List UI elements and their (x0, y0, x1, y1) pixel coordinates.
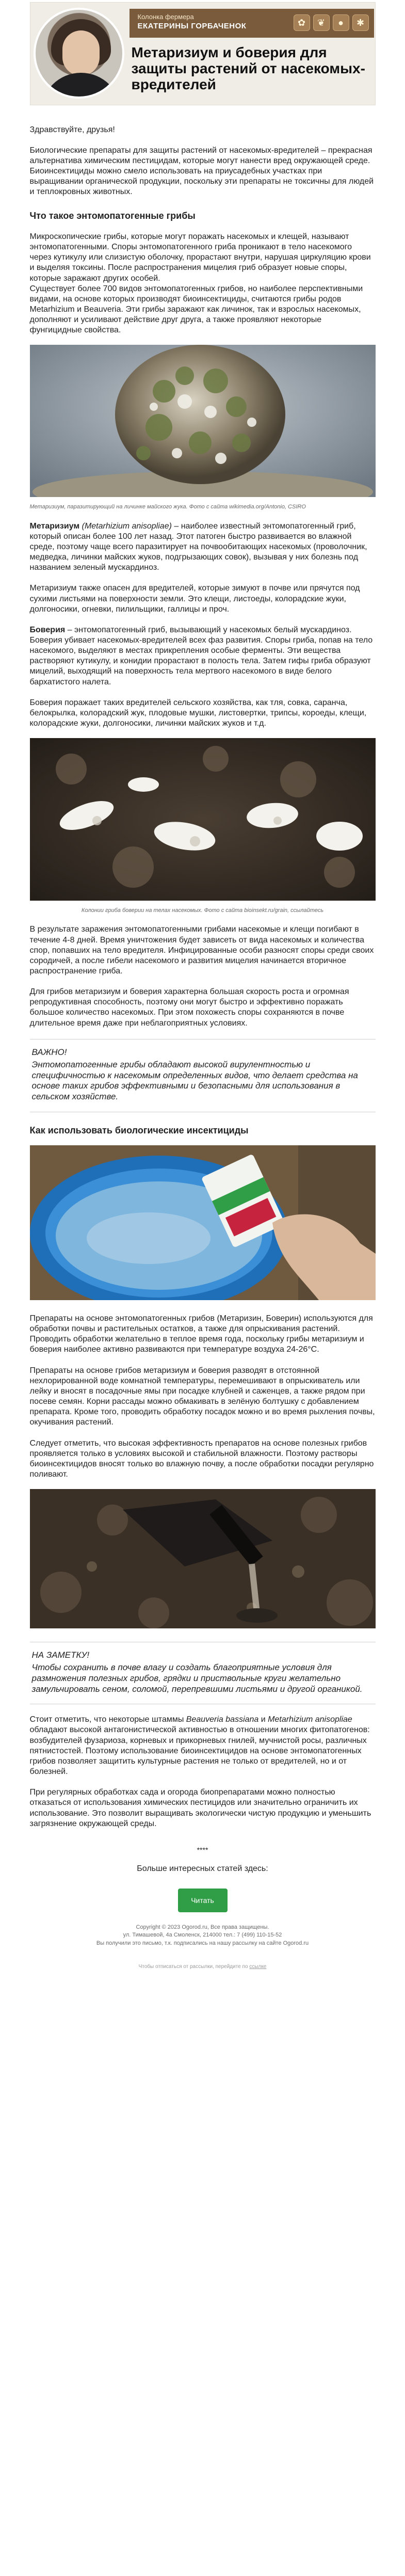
spores-paragraph: Для грибов метаризиум и боверия характерна большая скорость роста и огромная репродуктивная способность, поэтому они могут быстро и эффективно поражать большое количество насекомых. При этом похожесть споры сохраняются в почве длительное время даже при неблагоприятных условиях. (29, 987, 349, 1028)
newsletter-header (30, 2, 376, 105)
figure-caption-2: Колонии гриба боверии на телах насекомых. Фото с сайта bioinsekt.ru/grain, ссылайтесь (81, 907, 324, 914)
footer-copyright: Copyright © 2023 Ogorod.ru, Все права защищены. (136, 1924, 269, 1930)
usage-paragraph-2: Препараты на основе грибов метаризиум и боверия разводят в отстоянной нехлорированной воде комнатной температуры, перемешивают в опрыскиватель или лейку и вносят в посадочные ямы при посадке клубней и саженцев, а также рядом при посеве семян. Корни рассады можно обмакивать в зелёную болтушку с добавлением препарата. Кроме того, проводить обработку посадок можно и во время рыхления почвы, окучивания растений. (29, 1366, 375, 1427)
latin-beauveria: Beauveria bassiana (186, 1715, 259, 1724)
beauveria-paragraph-2: Боверия поражает таких вредителей сельского хозяйства, как тля, совка, саранча, белокрылка, колорадский жук, плодовые мушки, листовертки, трипсы, короеды, клещи, колорадские жуки, долгоносики, личинки майских жуков и т.д. (29, 698, 367, 728)
author-banner (129, 9, 374, 38)
figure-beauveria-colonies (30, 738, 376, 914)
author-avatar (34, 8, 124, 99)
apple-icon: ● (333, 14, 349, 31)
watering-photo (30, 1489, 376, 1628)
article-body (30, 125, 376, 1971)
figure-watering-soil (30, 1489, 376, 1631)
metarhizium-paragraph (30, 521, 376, 573)
note-box (30, 1642, 376, 1704)
fungi-paragraph-2: Существует более 700 видов энтомопатогенных грибов, но наиболее перспективными видами, на основе которых производят биоинсектициды, считаются грибы родов Metarhizium и Beauveria. Эти грибы заражают как личинок, так и взрослых насекомых, дополняют и усиливают действие друг друга, а также проявляют некоторые фунгицидные свойства. (29, 284, 363, 335)
closing-text-c: обладают высокой антагонистической активностью в отношении многих фитопатогенов: возбудителей фузариоза, корневых и прикорневых гнилей, мучнистой росы, различных пятнистостей. Поэтому использование биоинсектицидов на основе энтомопатогенных грибов позволяет защитить культурные растения не только от вредителей, но и от болезней. (29, 1725, 370, 1777)
footer-subscription-note: Вы получили это письмо, т.к. подписались на нашу рассылку на сайте Ogorod.ru (96, 1940, 309, 1946)
banner-icons (294, 14, 369, 31)
metarhizium-text: – наиболее известный энтомопатогенный гриб, который описан более 100 лет назад. Этот патоген быстро развивается во влажной среде, поэтому чаще всего паразитирует на почвообитающих насекомых (проволочник, медведка, личинки майских жуков, подгрызающих совок), вызывая у них болезнь под названием зеленый мускардиноз. (29, 521, 367, 572)
beauveria-paragraph (30, 625, 376, 687)
unsubscribe-line (30, 1964, 376, 1970)
metarhizium-paragraph-2: Метаризиум также опасен для вредителей, которые зимуют в почве или прячутся под сухими листьями на поверхности земли. Это клещи, листоеды, колорадские жуки, долгоносики, огневки, пилильщики, галлицы и проч. (29, 584, 360, 614)
intro-paragraph: Биологические препараты для защиты растений от насекомых-вредителей – прекрасная альтернатива химическим пестицидам, которые могут нанести вред окружающей среде. Биоинсектициды можно смело использовать на приусадебных участках при выращивании органической продукции, поскольку эти препараты не токсичны для людей и теплокровных животных. (29, 146, 374, 197)
important-box (30, 1039, 376, 1112)
term-metarhizium: Метаризиум (29, 521, 80, 531)
banner-author-name: ЕКАТЕРИНЫ ГОРБАЧЕНОК (137, 22, 247, 30)
figure-caption-1: Метаризиум, паразитирующий на личинке майского жука. Фото с сайта wikimedia.org/Antonio, CSIRO (29, 504, 306, 510)
section-heading-usage: Как использовать биологические инсектициды (29, 1125, 249, 1135)
term-beauveria: Боверия (29, 625, 66, 634)
flower-icon: ✿ (294, 14, 310, 31)
note-body: Чтобы сохранить в почве влагу и создать благоприятные условия для размножения полезных грибов, грядки и приствольные круги желательно замульчировать сеном, соломой, перепревшими листьями и другой органикой. (31, 1662, 363, 1694)
read-button[interactable]: Читать (178, 1889, 228, 1912)
latin-metarhizium: (Metarhizium anisopliae) (82, 521, 172, 531)
latin-metarhizium-2: Metarhizium anisopliae (268, 1715, 352, 1724)
closing-text-b: и (258, 1715, 268, 1724)
larva-photo (30, 345, 376, 497)
figure-preparation-bucket (30, 1145, 376, 1303)
usage-paragraph-1: Препараты на основе энтомопатогенных грибов (Метаризин, Боверин) используются для обработки почвы и растительных остатков, а также для опрыскивания растений. Проводить обработки желательно в теплое время года, поскольку грибы метаризиум и боверия наиболее активно развиваются при температуре воздуха 24-26°С. (29, 1314, 373, 1354)
unsubscribe-link[interactable]: ссылке (249, 1964, 267, 1970)
note-title: НА ЗАМЕТКУ! (31, 1650, 90, 1660)
important-body: Энтомопатогенные грибы обладают высокой вирулентностью и специфичностью к насекомым определенных видов, что делает средства на основе таких грибов эффективными и безопасными для использования в сельском хозяйстве. (31, 1059, 358, 1102)
closing-paragraph-2: При регулярных обработках сада и огорода биопрепаратами можно полностью отказаться от использования химических пестицидов или значительно ограничить их использование. Это позволит выращивать экологически чистую продукцию и уменьшить загрязнение окружающей среды. (29, 1788, 371, 1828)
closing-paragraph-1 (30, 1715, 376, 1777)
beauveria-photo (30, 738, 376, 901)
important-title: ВАЖНО! (31, 1047, 67, 1057)
bug-icon: ✱ (352, 14, 369, 31)
banner-subtitle: Колонка фермера (137, 13, 194, 21)
footer (30, 1924, 376, 1947)
beauveria-text: – энтомопатогенный гриб, вызывающий у насекомых белый мускардиноз. Боверия убивает насекомых-вредителей всех фаз развития. Споры гриба, попав на тело насекомого, выделяют в местах прикрепления особые ферменты. Эти вещества растворяют кутикулу, и конидии прорастают в полость тела. Затем гифы гриба образуют мицелий, выходящий на поверхность тела мертвого насекомого в виде белого бархатистого налета. (29, 625, 373, 686)
article-title: Метаризиум и боверия для защиты растений от насекомых-вредителей (131, 44, 365, 92)
separator-stars: **** (197, 1845, 208, 1854)
footer-address: ул. Тимашевой, 4а Смоленск, 214000 тел.: 7 (499) 110-15-52 (123, 1932, 282, 1939)
fungi-paragraph-1: Микроскопические грибы, которые могут поражать насекомых и клещей, называют энтомопатогенными. Споры энтомопатогенного гриба проникают в тело насекомого через кутикулу или слизистую оболочку, прорастают внутри, нарушая циркуляцию крови и выделяя токсины. После распространения мицелия гриб образует новые споры, которые заражают других особей. (29, 232, 371, 283)
figure-larva-metarhizium (30, 345, 376, 510)
infection-paragraph: В результате заражения энтомопатогенными грибами насекомые и клещи погибают в течение 4-8 дней. Время уничтожения будет зависеть от вида насекомых и количества спор, попавших на тело вредителя. Инфицированные особи разносят споры среди своих сородичей, а после гибели насекомого и развития мицелия начинается вторичное распространение гриба. (29, 925, 374, 976)
closing-text-a: Стоит отметить, что некоторые штаммы (29, 1715, 186, 1724)
more-articles-text: Больше интересных статей здесь: (137, 1864, 268, 1874)
unsubscribe-text: Чтобы отписаться от рассылки, перейдите по (138, 1964, 248, 1970)
leaf-icon: ❦ (313, 14, 330, 31)
greeting: Здравствуйте, друзья! (29, 125, 115, 134)
section-heading-fungi: Что такое энтомопатогенные грибы (29, 210, 196, 221)
usage-paragraph-3: Следует отметить, что высокая эффективность препаратов на основе полезных грибов проявляется только в условиях высокой и стабильной влажности. Поэтому растворы биоинсектицидов вносят только во влажную почву, а после обработки посадки регулярно поливают. (29, 1438, 374, 1479)
bucket-photo (30, 1145, 376, 1300)
